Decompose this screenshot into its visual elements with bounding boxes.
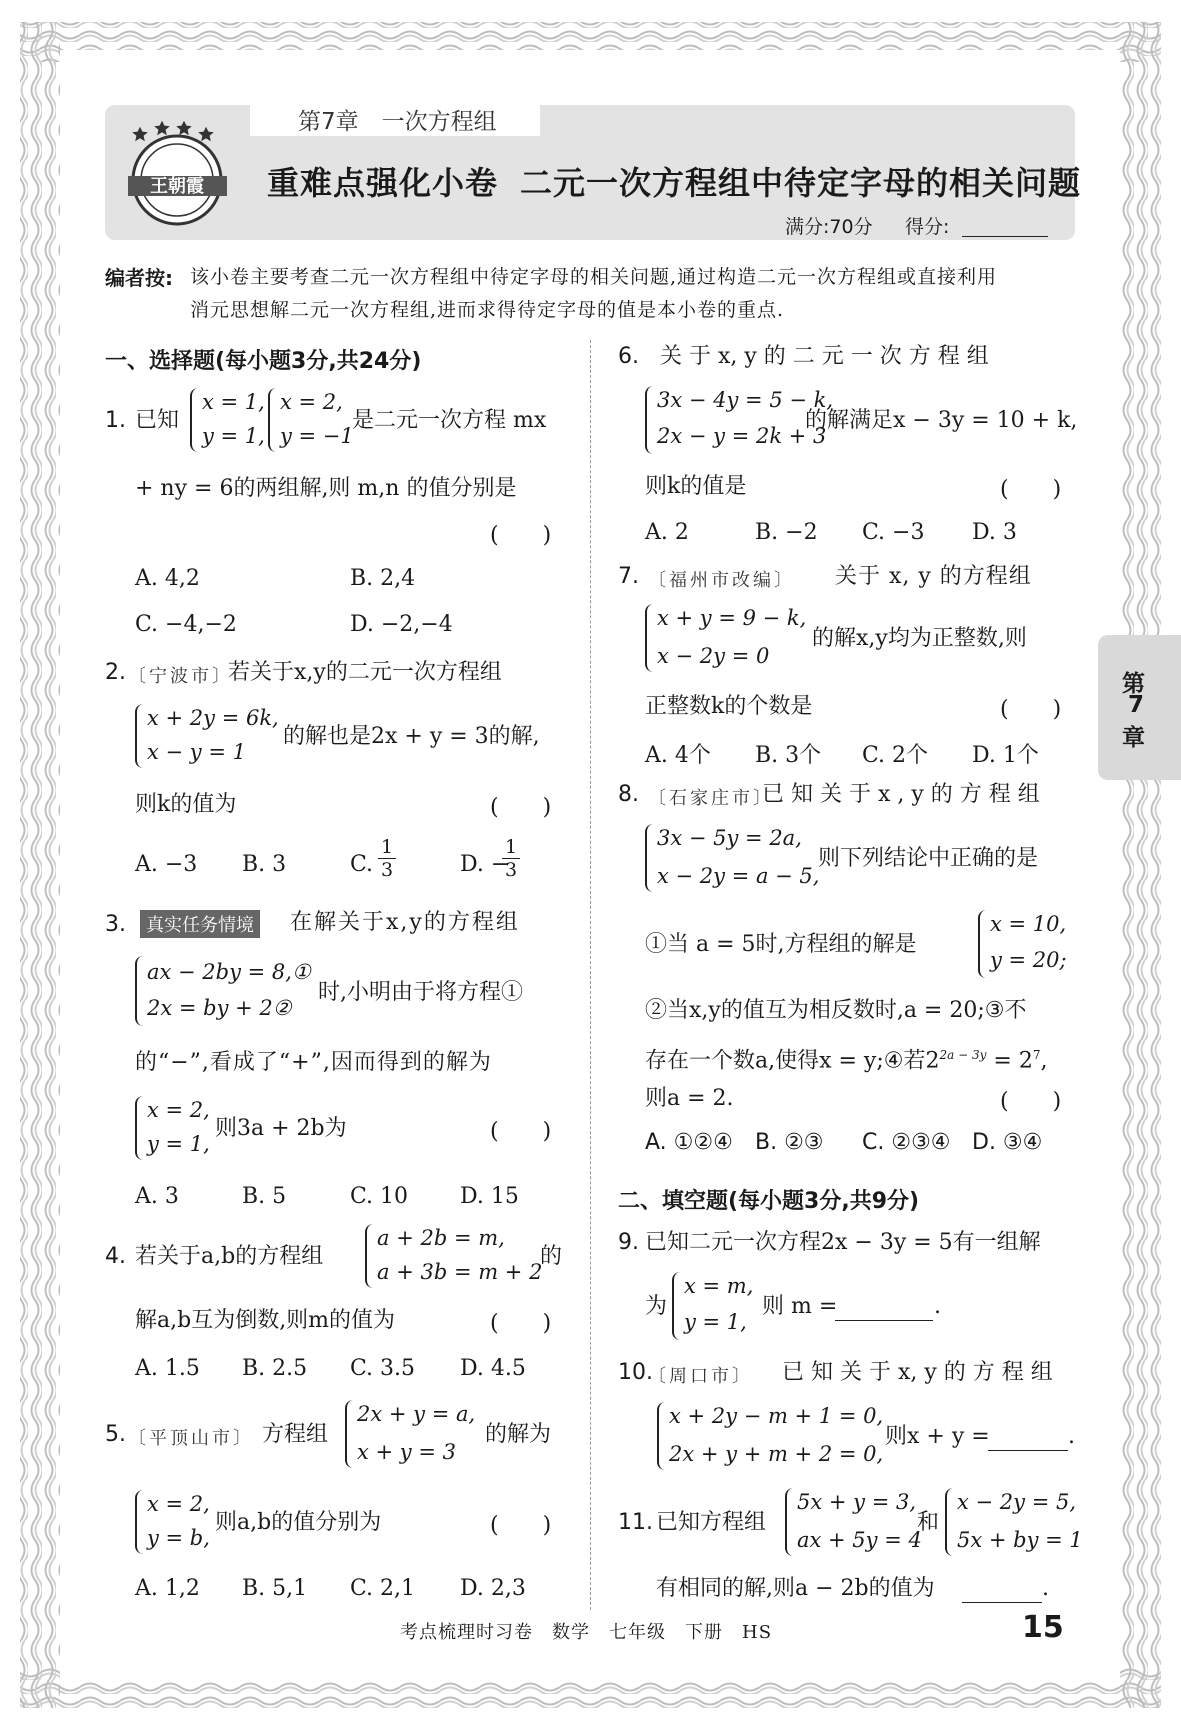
editor-note-label: 编者按:: [105, 266, 173, 290]
q6-option-c[interactable]: C. −3: [862, 520, 925, 545]
q4-text-1: 若关于a,b的方程组: [135, 1244, 324, 1269]
title-right: 二元一次方程组中待定字母的相关问题: [520, 164, 1082, 202]
q8-option-b[interactable]: B. ②③: [755, 1130, 824, 1155]
q9-end: .: [934, 1294, 941, 1319]
q2-answer-paren[interactable]: ( ): [490, 795, 552, 820]
column-divider: [590, 340, 591, 1610]
q3-solution: x = 2, y = 1,: [135, 1096, 215, 1162]
q1-system-1: x = 1, y = 1,: [190, 388, 270, 454]
q8-statement-1-solution: x = 10, y = 20;: [978, 910, 1078, 980]
q8-answer-paren[interactable]: ( ): [1000, 1089, 1062, 1114]
q2-text-2: 的解也是2x + y = 3的解,: [283, 724, 540, 749]
q8-number: 8.: [618, 782, 639, 807]
chapter-label: 第7章 一次方程组: [298, 109, 497, 135]
editor-note-line1: 该小卷主要考查二元一次方程组中待定字母的相关问题,通过构造二元一次方程组或直接利用: [190, 266, 998, 288]
q8-source: 〔石家庄市〕: [648, 788, 774, 809]
section1-heading: 一、选择题(每小题3分,共24分): [105, 349, 422, 374]
q6-option-d[interactable]: D. 3: [972, 520, 1017, 545]
q1-option-c[interactable]: C. −4,−2: [135, 612, 237, 637]
q8-statement-4: 则a = 2.: [645, 1086, 734, 1111]
page-number: 15: [1022, 1610, 1064, 1645]
q9-number: 9.: [618, 1230, 639, 1255]
footer-text: 考点梳理时习卷 数学 七年级 下册 HS: [400, 1622, 773, 1643]
q2-number: 2.: [105, 660, 126, 685]
q5-system: 2x + y = a, x + y = 3: [345, 1400, 480, 1470]
q6-text-3: 则k的值是: [645, 474, 747, 499]
q7-system: x + y = 9 − k, x − 2y = 0: [645, 604, 810, 674]
q3-option-c[interactable]: C. 10: [350, 1184, 409, 1209]
q10-text-2: 则x + y =: [885, 1424, 990, 1449]
score-label: 得分:: [905, 216, 950, 238]
q5-source: 〔平顶山市〕: [128, 1428, 254, 1449]
q1-system-2: x = 2, y = −1: [268, 388, 358, 454]
q5-text-1: 方程组: [262, 1422, 329, 1447]
q1-answer-paren[interactable]: ( ): [490, 523, 552, 548]
q2-source: 〔宁波市〕: [128, 666, 233, 687]
q3-option-d[interactable]: D. 15: [460, 1184, 519, 1209]
q4-answer-paren[interactable]: ( ): [490, 1311, 552, 1336]
q9-text-pre: 为: [645, 1294, 668, 1319]
q10-answer-blank[interactable]: [988, 1426, 1068, 1451]
title-left: 重难点强化小卷: [267, 164, 499, 202]
q5-option-d[interactable]: D. 2,3: [460, 1576, 526, 1601]
q8-option-c[interactable]: C. ②③④: [862, 1130, 951, 1155]
q11-end: .: [1042, 1576, 1049, 1601]
q1-option-a[interactable]: A. 4,2: [135, 566, 200, 591]
q5-solution: x = 2, y = b,: [135, 1490, 215, 1556]
q1-option-d[interactable]: D. −2,−4: [350, 612, 453, 637]
q10-end: .: [1068, 1424, 1075, 1449]
q6-system: 3x − 4y = 5 − k, 2x − y = 2k + 3: [645, 386, 805, 456]
q3-system: ax − 2by = 8,① 2x = by + 2②: [135, 956, 315, 1028]
q9-solution: x = m, y = 1,: [672, 1272, 762, 1342]
q11-text-2: 有相同的解,则a − 2b的值为: [656, 1576, 935, 1601]
q2-option-a[interactable]: A. −3: [135, 852, 198, 877]
q5-option-b[interactable]: B. 5,1: [242, 1576, 308, 1601]
q2-system: x + 2y = 6k, x − y = 1: [135, 704, 275, 770]
q11-system-2: x − 2y = 5, 5x + by = 1: [945, 1488, 1075, 1558]
q5-text-2: 的解为: [485, 1422, 552, 1447]
full-score: 满分:70分: [785, 216, 873, 238]
q6-text-2: 的解满足x − 3y = 10 + k,: [805, 408, 1078, 433]
q8-statement-2: ②当x,y的值互为相反数时,a = 20;③不: [645, 998, 1027, 1023]
q6-number: 6.: [618, 344, 639, 369]
q4-option-d[interactable]: D. 4.5: [460, 1356, 526, 1381]
q6-option-b[interactable]: B. −2: [755, 520, 818, 545]
q2-option-c[interactable]: C.: [350, 852, 374, 877]
q2-option-c-fraction: 1 3: [378, 836, 396, 881]
q11-number: 11.: [618, 1510, 653, 1535]
q7-source: 〔福州市改编〕: [648, 570, 795, 591]
q3-text-1: 在解关于x,y的方程组: [290, 910, 520, 935]
q7-number: 7.: [618, 564, 639, 589]
q11-answer-blank[interactable]: [962, 1578, 1042, 1603]
q3-option-a[interactable]: A. 3: [135, 1184, 179, 1209]
q10-number: 10.: [618, 1360, 653, 1385]
q4-number: 4.: [105, 1244, 126, 1269]
q7-option-d[interactable]: D. 1个: [972, 743, 1039, 768]
q4-option-c[interactable]: C. 3.5: [350, 1356, 416, 1381]
q5-option-c[interactable]: C. 2,1: [350, 1576, 416, 1601]
q1-text-1: 是二元一次方程 mx: [352, 408, 547, 433]
q8-option-a[interactable]: A. ①②④: [645, 1130, 733, 1155]
q3-badge: 真实任务情境: [140, 910, 260, 938]
q3-text-2: 时,小明由于将方程①: [318, 980, 523, 1005]
q7-option-a[interactable]: A. 4个: [645, 743, 711, 768]
q7-option-c[interactable]: C. 2个: [862, 743, 929, 768]
q1-text-2: + ny = 6的两组解,则 m,n 的值分别是: [135, 476, 517, 501]
q5-text-3: 则a,b的值分别为: [215, 1510, 382, 1535]
score-blank[interactable]: [962, 212, 1048, 237]
q11-text-mid: 和: [917, 1510, 940, 1535]
chapter-side-tab: 第 7 章: [1098, 635, 1181, 780]
q10-text-1: 已 知 关 于 x, y 的 方 程 组: [782, 1360, 1053, 1385]
q7-answer-paren[interactable]: ( ): [1000, 697, 1062, 722]
q3-text-4: 则3a + 2b为: [215, 1116, 347, 1141]
q3-number: 3.: [105, 912, 126, 937]
q5-number: 5.: [105, 1422, 126, 1447]
logo-text: 王朝霞: [150, 176, 204, 197]
q8-text-1: 已 知 关 于 x , y 的 方 程 组: [762, 782, 1040, 807]
q10-source: 〔周口市〕: [648, 1366, 753, 1387]
q8-statement-3: 存在一个数a,使得x = y;④若$2^{2a - 3y} = 2^7$,: [645, 1048, 1048, 1074]
q2-option-d[interactable]: D. −: [460, 852, 510, 877]
q6-answer-paren[interactable]: ( ): [1000, 477, 1062, 502]
q11-system-1: 5x + y = 3, ax + 5y = 4: [785, 1488, 915, 1558]
q3-text-3: 的“−”,看成了“+”,因而得到的解为: [135, 1050, 492, 1075]
q6-option-a[interactable]: A. 2: [645, 520, 689, 545]
q3-answer-paren[interactable]: ( ): [490, 1119, 552, 1144]
q11-text-1: 已知方程组: [656, 1510, 767, 1535]
q1-number: 1.: [105, 408, 126, 433]
q3-option-b[interactable]: B. 5: [242, 1184, 287, 1209]
q7-text-1: 关于 x, y 的方程组: [835, 564, 1032, 589]
q2-option-b[interactable]: B. 3: [242, 852, 287, 877]
publisher-logo: [120, 120, 235, 230]
q6-text-1: 关 于 x, y 的 二 元 一 次 方 程 组: [660, 344, 989, 369]
q9-text-1: 已知二元一次方程2x − 3y = 5有一组解: [645, 1230, 1041, 1255]
q7-option-b[interactable]: B. 3个: [755, 743, 822, 768]
q5-answer-paren[interactable]: ( ): [490, 1513, 552, 1538]
q2-option-d-fraction: 1 3: [502, 836, 520, 881]
q1-option-b[interactable]: B. 2,4: [350, 566, 416, 591]
q1-text-pre: 已知: [135, 408, 180, 433]
editor-note-line2: 消元思想解二元一次方程组,进而求得待定字母的值是本小卷的重点.: [190, 299, 785, 321]
q2-text-1: 若关于x,y的二元一次方程组: [228, 660, 502, 685]
q8-option-d[interactable]: D. ③④: [972, 1130, 1043, 1155]
q8-statement-1: ①当 a = 5时,方程组的解是: [645, 932, 917, 957]
q8-system: 3x − 5y = 2a, x − 2y = a − 5,: [645, 824, 815, 894]
q4-system: a + 2b = m, a + 3b = m + 2: [365, 1224, 535, 1290]
q7-text-3: 正整数k的个数是: [645, 694, 813, 719]
q9-answer-blank[interactable]: [835, 1296, 933, 1321]
q9-text-2: 则 m =: [762, 1294, 838, 1319]
q7-text-2: 的解x,y均为正整数,则: [812, 626, 1027, 651]
q10-system: x + 2y − m + 1 = 0, 2x + y + m + 2 = 0,: [657, 1402, 882, 1472]
q4-option-b[interactable]: B. 2.5: [242, 1356, 308, 1381]
q4-text-3: 解a,b互为倒数,则m的值为: [135, 1308, 396, 1333]
q5-option-a[interactable]: A. 1,2: [135, 1576, 200, 1601]
section2-heading: 二、填空题(每小题3分,共9分): [618, 1189, 920, 1214]
q2-text-3: 则k的值为: [135, 792, 237, 817]
q4-text-2: 的: [540, 1244, 563, 1269]
q8-text-2: 则下列结论中正确的是: [818, 846, 1039, 871]
q4-option-a[interactable]: A. 1.5: [135, 1356, 200, 1381]
